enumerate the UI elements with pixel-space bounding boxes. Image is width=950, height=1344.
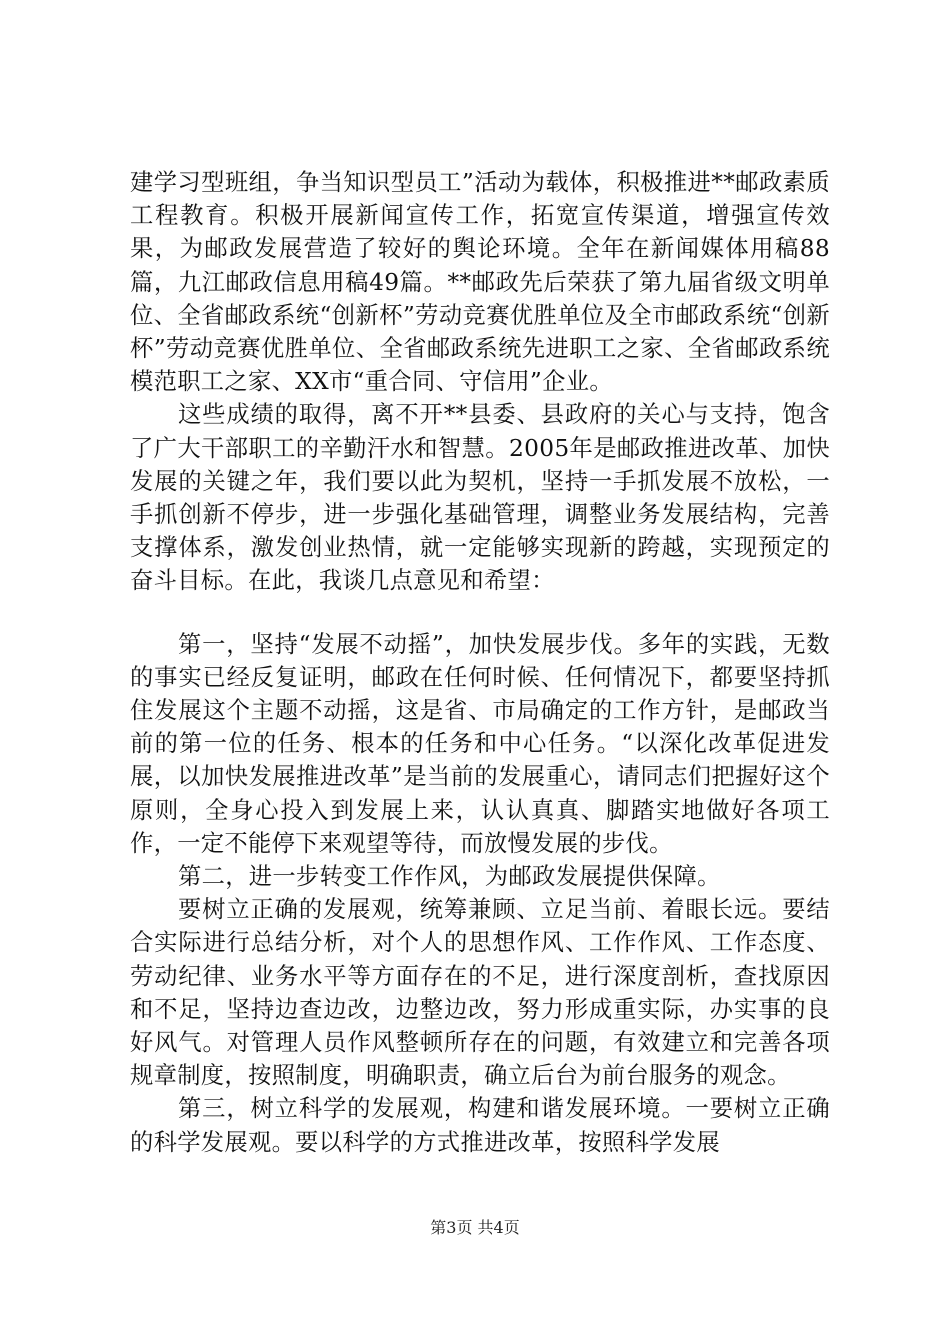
paragraph-spacer: [130, 598, 830, 628]
paragraph-6: 第三，树立科学的发展观，构建和谐发展环境。一要树立正确的科学发展观。要以科学的方式推进改革，按照科学发展: [130, 1095, 830, 1156]
paragraph-1: 建学习型班组，争当知识型员工”活动为载体，积极推进**邮政素质工程教育。积极开展新闻宣传工作，拓宽宣传渠道，增强宣传效果，为邮政发展营造了较好的舆论环境。全年在新闻媒体用稿88篇，九江邮政信息用稿49篇。**邮政先后荣获了第九届省级文明单位、全省邮政系统“创新杯”劳动竞赛优胜单位及全市邮政系统“创新杯”劳动竞赛优胜单位、全省邮政系统先进职工之家、全省邮政系统模范职工之家、XX市“重合同、守信用”企业。: [130, 169, 830, 396]
paragraph-3: 第一，坚持“发展不动摇”，加快发展步伐。多年的实践，无数的事实已经反复证明，邮政在任何时候、任何情况下，都要坚持抓住发展这个主题不动摇，这是省、市局确定的工作方针，是邮政当前的第一位的任务、根本的任务和中心任务。“以深化改革促进发展，以加快发展推进改革”是当前的发展重心，请同志们把握好这个原则，全身心投入到发展上来，认认真真、脚踏实地做好各项工作，一定不能停下来观望等待，而放慢发展的步伐。: [130, 630, 830, 857]
paragraph-5: 要树立正确的发展观，统筹兼顾、立足当前、着眼长远。要结合实际进行总结分析，对个人的思想作风、工作作风、工作态度、劳动纪律、业务水平等方面存在的不足，进行深度剖析，查找原因和不足，坚持边查边改，边整边改，努力形成重实际，办实事的良好风气。对管理人员作风整顿所存在的问题，有效建立和完善各项规章制度，按照制度，明确职责，确立后台为前台服务的观念。: [130, 896, 830, 1090]
page-footer: 第3页 共4页: [430, 1218, 520, 1237]
paragraph-4: 第二，进一步转变工作作风，为邮政发展提供保障。: [178, 863, 721, 891]
document-body: [130, 166, 830, 1159]
paragraph-2: 这些成绩的取得，离不开**县委、县政府的关心与支持，饱含了广大干部职工的辛勤汗水和智慧。2005年是邮政推进改革、加快发展的关键之年，我们要以此为契机，坚持一手抓发展不放松，一手抓创新不停步，进一步强化基础管理，调整业务发展结构，完善支撑体系，激发创业热情，就一定能够实现新的跨越，实现预定的奋斗目标。在此，我谈几点意见和希望：: [130, 401, 830, 595]
